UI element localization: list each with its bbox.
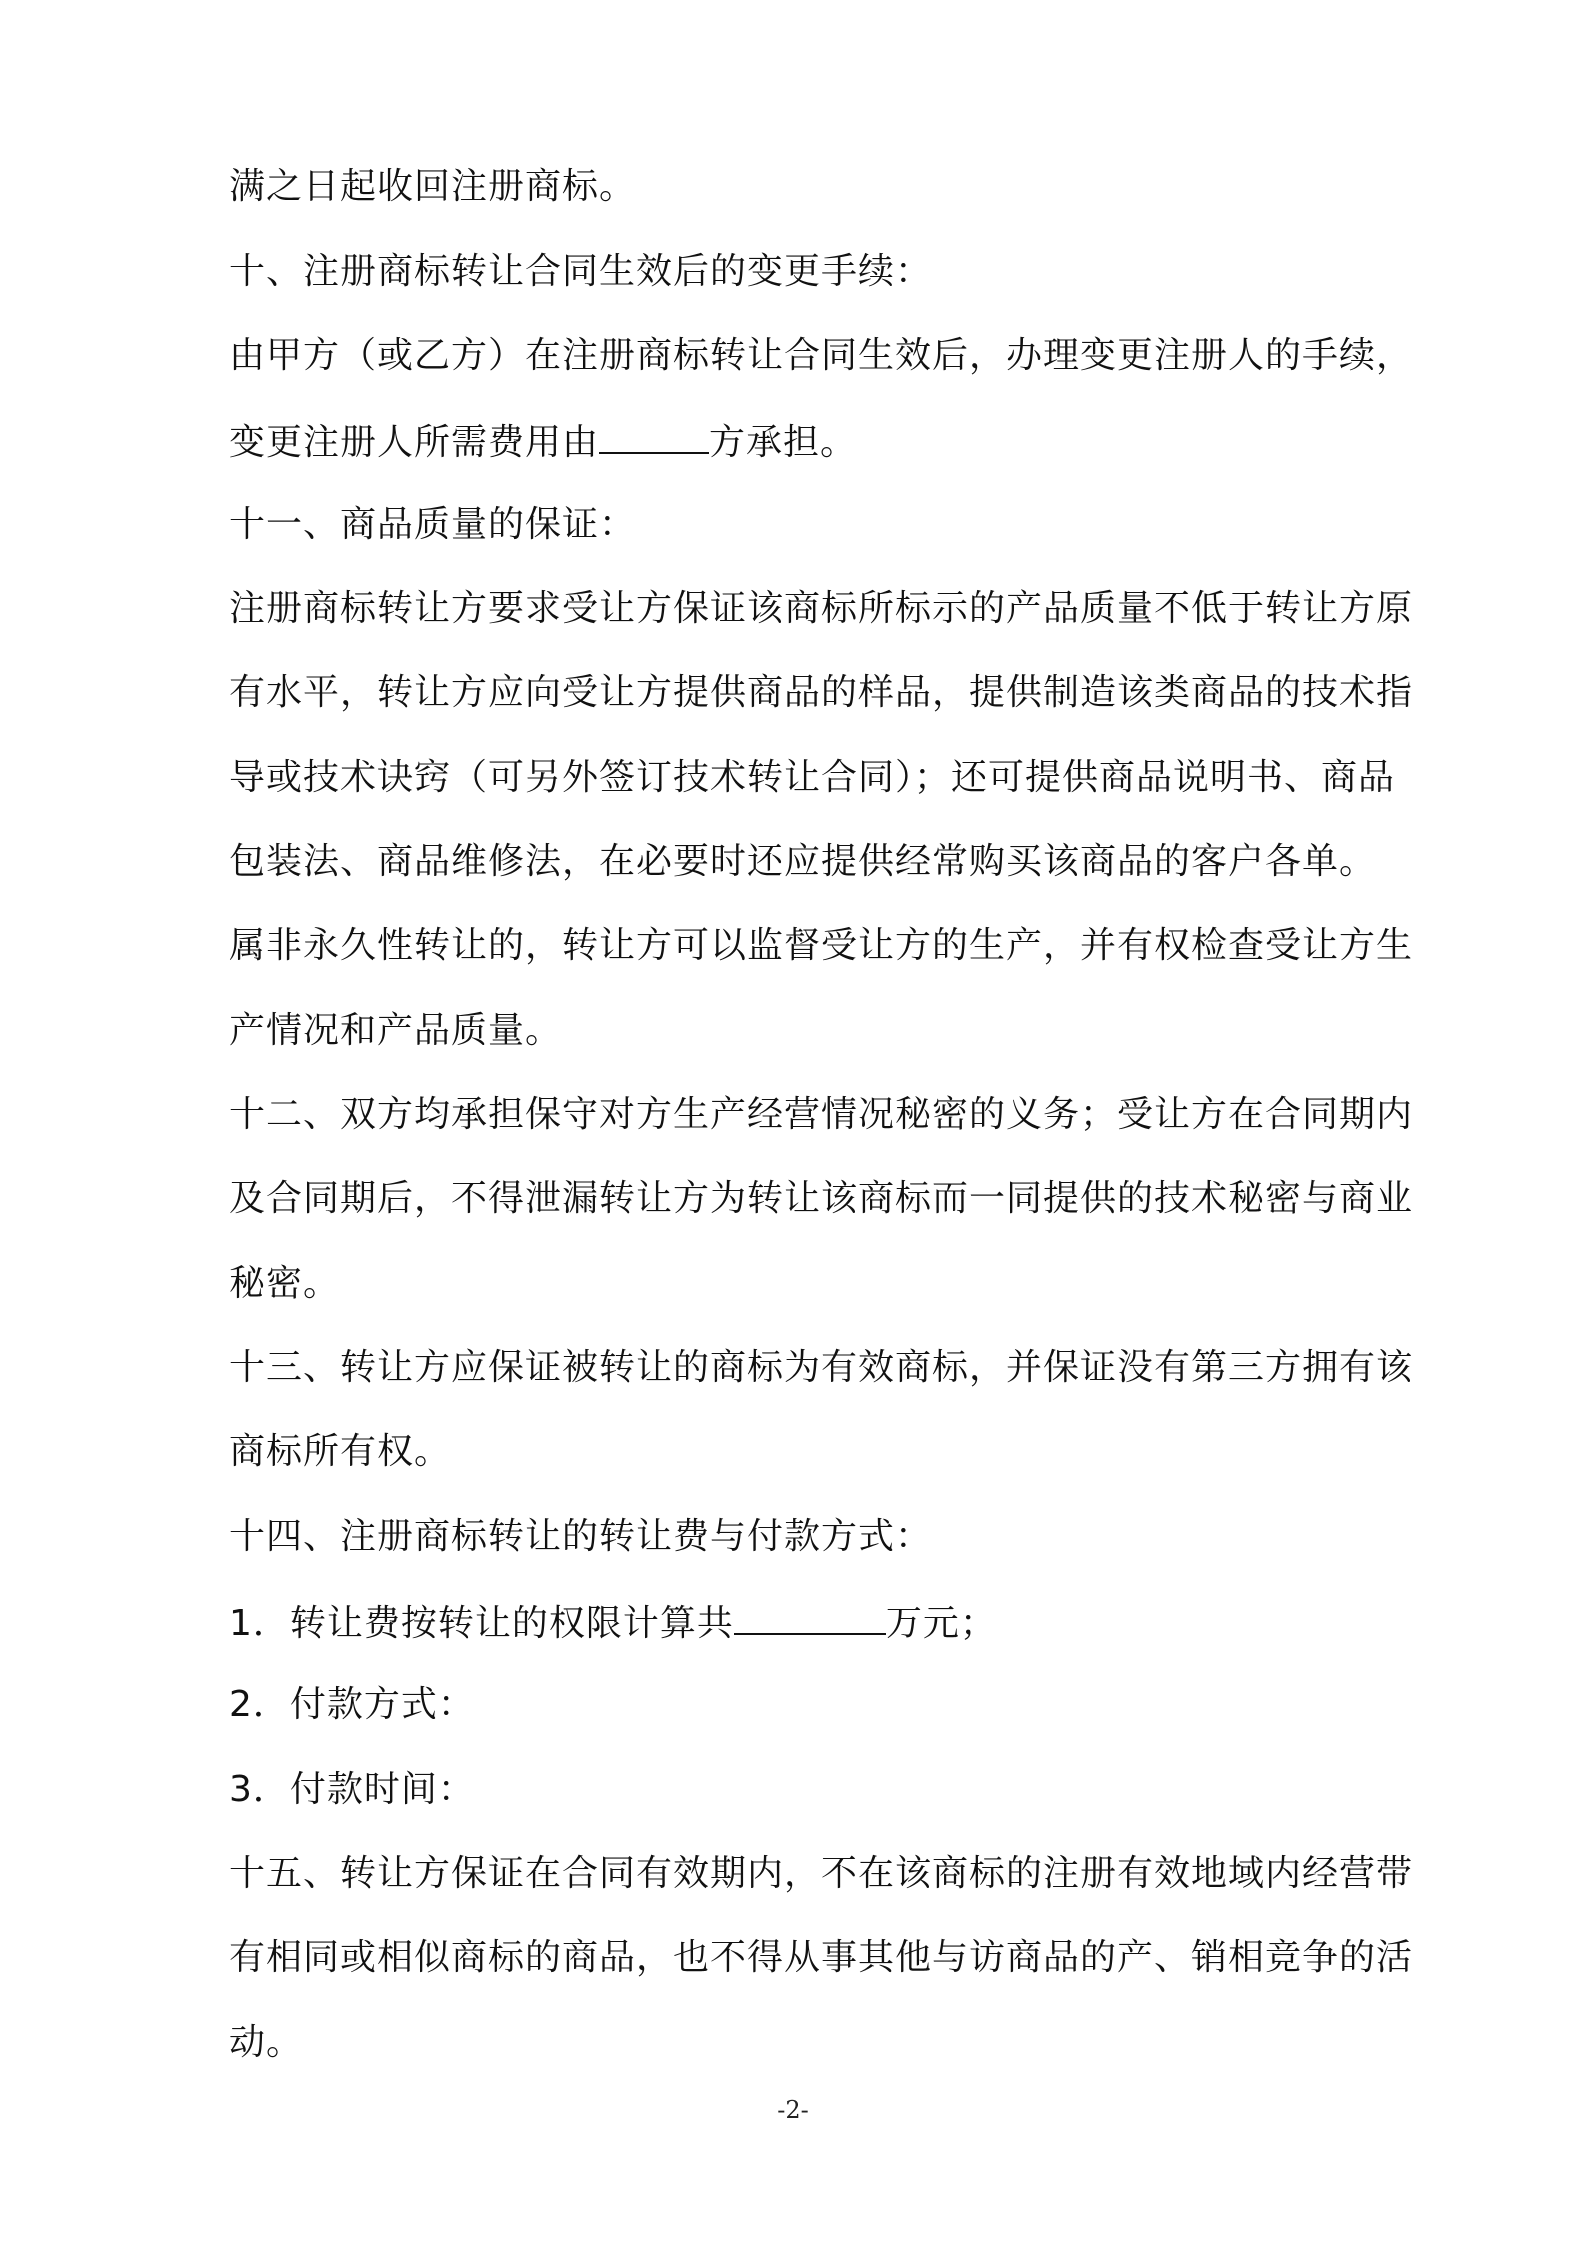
section-heading: 十四、注册商标转让的转让费与付款方式： — [229, 1516, 933, 1557]
page-number: -2- — [777, 2096, 809, 2124]
text-line: 满之日起收回注册商标。 — [229, 166, 637, 207]
text-line: 属非永久性转让的，转让方可以监督受让方的生产，并有权检查受让方生 — [229, 925, 1414, 966]
list-item: 3．付款时间： — [229, 1769, 475, 1810]
fee-line-suffix: 方承担。 — [709, 422, 858, 463]
price-line — [229, 1599, 1429, 1646]
fee-line-prefix: 变更注册人所需费用由 — [229, 422, 600, 463]
text-line: 由甲方（或乙方）在注册商标转让合同生效后，办理变更注册人的手续， — [229, 335, 1414, 376]
text-line: 及合同期后，不得泄漏转让方为转让该商标而一同提供的技术秘密与商业 — [229, 1178, 1414, 1219]
text-line: 有水平，转让方应向受让方提供商品的样品，提供制造该类商品的技术指 — [229, 672, 1414, 713]
section-heading: 十五、转让方保证在合同有效期内，不在该商标的注册有效地域内经营带 — [229, 1853, 1414, 1894]
text-line: 秘密。 — [229, 1263, 341, 1304]
text-line: 导或技术诀窍（可另外签订技术转让合同）；还可提供商品说明书、商品 — [229, 757, 1396, 798]
text-line: 注册商标转让方要求受让方保证该商标所标示的产品质量不低于转让方原 — [229, 588, 1414, 629]
fill-in-blank — [599, 418, 709, 454]
text-line: 动。 — [229, 2022, 304, 2063]
price-line-prefix: 1．转让费按转让的权限计算共 — [229, 1603, 734, 1644]
section-heading: 十、注册商标转让合同生效后的变更手续： — [229, 251, 933, 292]
text-line: 包装法、商品维修法，在必要时还应提供经常购买该商品的客户各单。 — [229, 841, 1377, 882]
text-line: 产情况和产品质量。 — [229, 1010, 563, 1051]
fee-line — [229, 418, 1429, 465]
price-line-suffix: 万元； — [885, 1603, 997, 1644]
section-heading: 十一、商品质量的保证： — [229, 504, 637, 545]
text-line: 商标所有权。 — [229, 1431, 452, 1472]
section-heading: 十三、转让方应保证被转让的商标为有效商标，并保证没有第三方拥有该 — [229, 1347, 1414, 1388]
fill-in-blank — [734, 1599, 886, 1635]
list-item: 2．付款方式： — [229, 1684, 475, 1725]
section-heading: 十二、双方均承担保守对方生产经营情况秘密的义务；受让方在合同期内 — [229, 1094, 1414, 1135]
text-line: 有相同或相似商标的商品，也不得从事其他与访商品的产、销相竞争的活 — [229, 1937, 1414, 1978]
